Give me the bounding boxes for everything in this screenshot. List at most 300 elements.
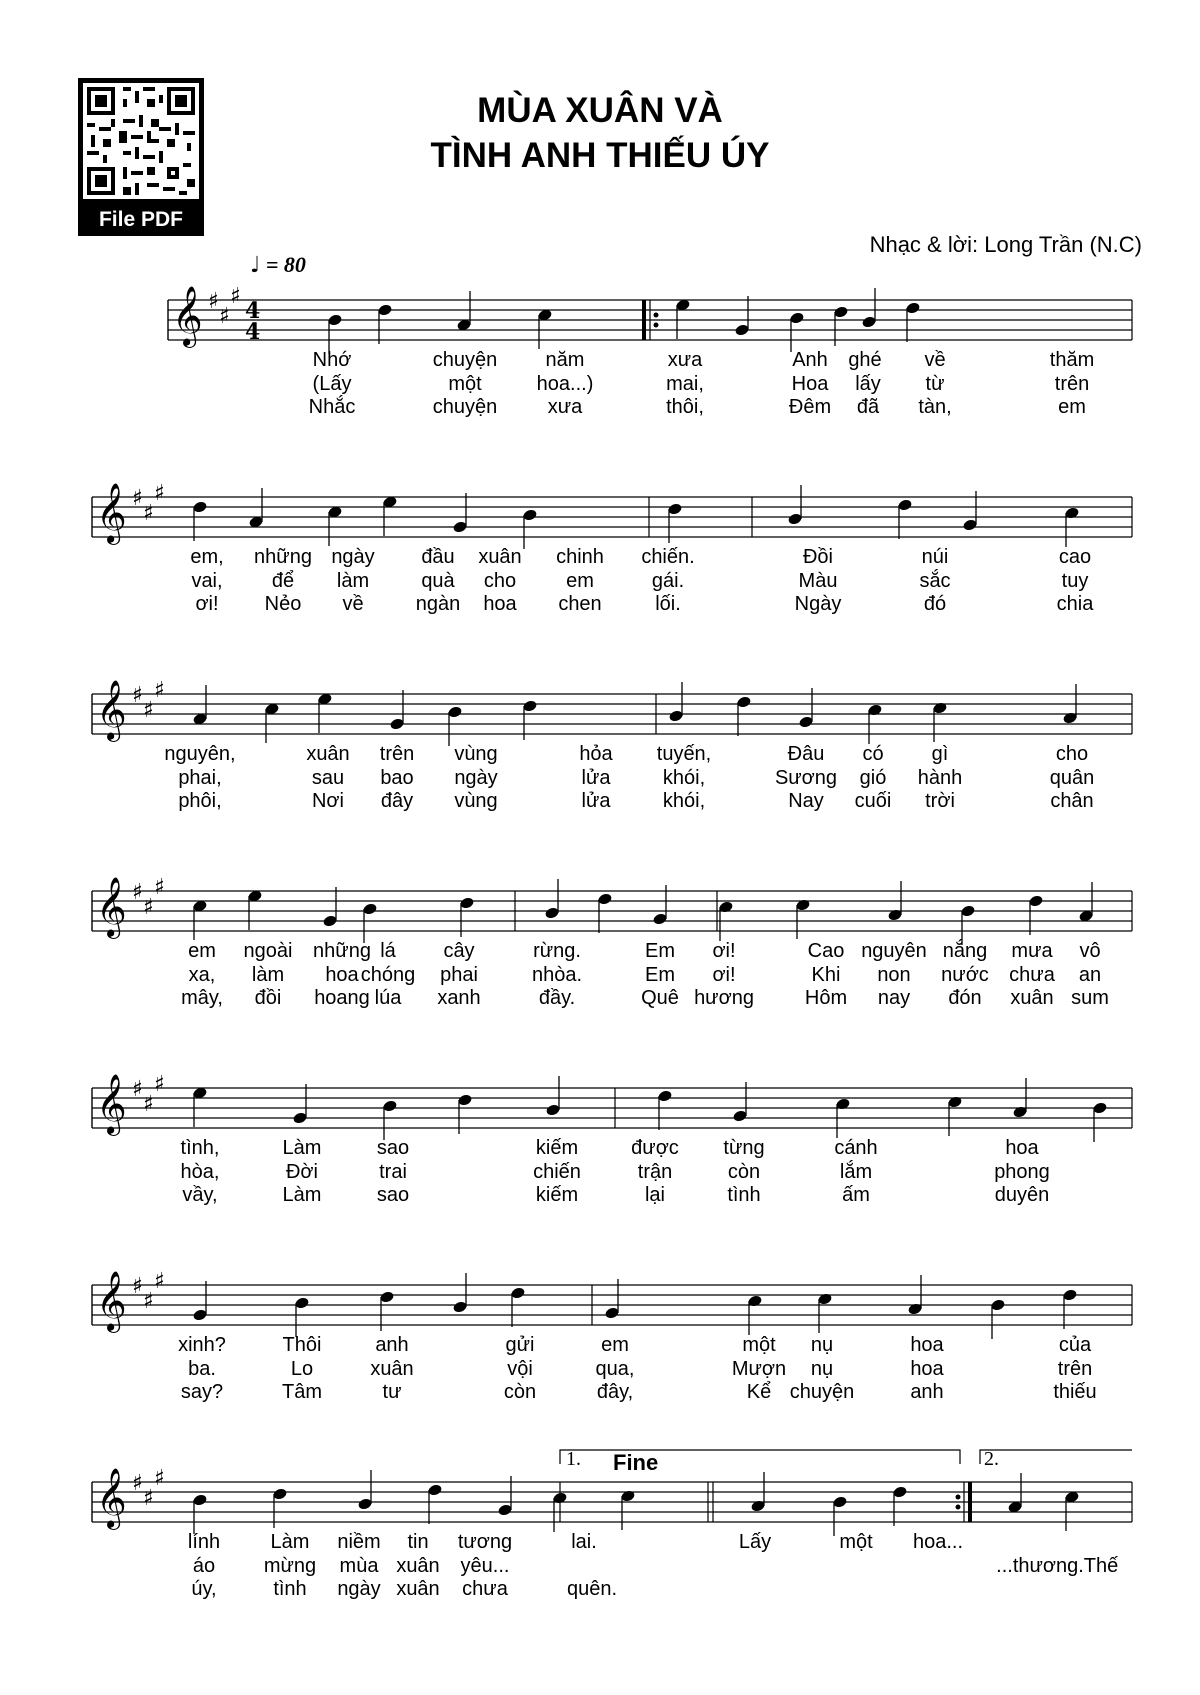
note	[789, 311, 804, 352]
lyric-syllable: xuân	[306, 743, 350, 765]
note	[544, 879, 559, 920]
note	[456, 291, 471, 332]
key-sharp-icon: ♯	[143, 501, 154, 526]
lyric-syllable: chóng	[360, 963, 416, 986]
volta-bracket-2	[980, 1450, 1132, 1464]
staff	[0, 260, 1200, 380]
lyric-syllable: về	[342, 593, 364, 615]
lyric-syllable: chưa	[1009, 963, 1055, 986]
lyric-syllable: ơi!	[712, 963, 736, 986]
composer-credit: Nhạc & lời: Long Trần (N.C)	[869, 232, 1142, 257]
lyric-syllable: nụ	[810, 1334, 834, 1356]
lyric-syllable: áo	[192, 1554, 216, 1577]
note	[317, 692, 332, 733]
lyric-syllable: đầu	[421, 546, 455, 568]
lyric-syllable: rừng.	[533, 940, 581, 962]
note	[192, 899, 207, 940]
lyric-syllable: anh	[375, 1334, 409, 1356]
lyric-syllable: phong	[994, 1160, 1050, 1183]
lyric-syllable: Ngày	[794, 593, 842, 615]
lyric-syllable: lửa	[581, 790, 611, 812]
lyric-syllable: một	[448, 372, 482, 395]
lyric-syllable: hoa	[325, 963, 359, 986]
lyric-syllable: hoa	[1005, 1137, 1039, 1159]
lyric-syllable: những	[254, 546, 312, 568]
lyric-syllable: cuối	[854, 790, 892, 812]
lyric-syllable: hoa...	[912, 1531, 964, 1553]
lyric-syllable: trời	[925, 790, 955, 812]
lyric-syllable: ơi!	[195, 593, 219, 615]
lyric-syllable: bao	[380, 766, 414, 789]
lyric-syllable: chiến.	[641, 546, 695, 568]
lyric-syllable: Kể	[746, 1381, 772, 1403]
lyric-syllable: vầy,	[182, 1184, 218, 1206]
lyric-syllable: đón	[948, 987, 982, 1009]
lyric-syllable: Cao	[807, 940, 845, 962]
key-sharp-icon: ♯	[143, 1092, 154, 1117]
lyric-syllable: trận	[637, 1160, 673, 1183]
note	[248, 488, 263, 529]
lyric-syllable: em	[188, 940, 216, 962]
lyric-syllable: Thế	[1083, 1554, 1119, 1577]
lyric-syllable: ấm	[842, 1184, 870, 1206]
lyric-syllable: vai,	[191, 569, 223, 592]
lyric-syllable: mùa	[339, 1554, 379, 1577]
note	[522, 508, 537, 549]
note	[327, 505, 342, 546]
lyric-syllable: nay	[877, 987, 911, 1009]
fine-marking: Fine	[613, 1450, 659, 1475]
key-sharp-icon: ♯	[143, 698, 154, 723]
lyric-syllable: tuyến,	[656, 743, 712, 765]
treble-clef-icon: 𝄞	[96, 1074, 127, 1134]
note	[1064, 1490, 1079, 1531]
lyric-syllable: say?	[180, 1381, 224, 1403]
lyric-syllable: nụ	[810, 1357, 834, 1380]
note	[932, 701, 947, 742]
lyric-syllable: Quê	[641, 987, 679, 1009]
lyric-syllable: cho	[483, 569, 517, 592]
time-signature-top: 4	[245, 298, 261, 324]
lyric-syllable: quà	[421, 569, 455, 592]
lyric-syllable: em	[601, 1334, 629, 1356]
staff-system	[0, 1048, 1200, 1238]
lyric-syllable: phai,	[178, 766, 222, 789]
lyric-syllable: để	[271, 569, 295, 592]
lyric-syllable: Nhắc	[308, 396, 356, 418]
lyric-syllable: trên	[1054, 372, 1090, 395]
lyric-syllable: sao	[376, 1184, 410, 1206]
qr-label: File PDF	[98, 208, 183, 231]
lyric-syllable: tàn,	[918, 396, 952, 418]
quarter-note-icon: ♩	[250, 253, 261, 278]
key-sharp-icon: ♯	[143, 895, 154, 920]
note	[264, 702, 279, 743]
note	[292, 1084, 307, 1125]
repeat-dot	[956, 1505, 961, 1510]
note	[192, 1086, 207, 1127]
lyric-syllable: nhòa.	[531, 963, 583, 986]
note	[795, 898, 810, 939]
lyric-syllable: xuân	[396, 1554, 440, 1577]
lyric-syllable: đây	[380, 790, 414, 812]
lyric-syllable: còn	[727, 1160, 761, 1183]
repeat-dot	[654, 323, 659, 328]
lyric-syllable: (Lấy	[312, 372, 352, 395]
note	[192, 685, 207, 726]
note	[357, 1470, 372, 1511]
lyric-syllable: xinh?	[178, 1334, 226, 1356]
lyric-syllable: hoa	[910, 1357, 944, 1380]
staff	[0, 1442, 1200, 1562]
lyric-syllable: có	[862, 743, 884, 765]
note	[452, 493, 467, 534]
title-line-2: TÌNH ANH THIẾU ÚY	[430, 136, 770, 175]
lyric-syllable: ngày	[331, 546, 375, 568]
lyric-syllable: nước	[941, 963, 989, 986]
note	[897, 498, 912, 539]
note	[990, 1298, 1005, 1339]
lyric-syllable: Làm	[270, 1531, 310, 1553]
lyric-syllable: Mượn	[731, 1357, 787, 1380]
note	[192, 1493, 207, 1534]
lyric-syllable: Hoa	[791, 372, 829, 395]
note	[668, 682, 683, 723]
lyric-syllable: lại	[644, 1184, 666, 1206]
note	[1062, 1288, 1077, 1329]
lyric-syllable: Đời	[285, 1160, 319, 1183]
key-sharp-icon: ♯	[154, 481, 165, 506]
staff-system	[0, 851, 1200, 1041]
lyric-syllable: Em	[645, 963, 675, 986]
lyric-syllable: đó	[923, 593, 947, 615]
lyric-syllable: Màu	[798, 569, 838, 592]
lyric-syllable: vùng	[454, 790, 498, 812]
lyric-syllable: anh	[910, 1381, 944, 1403]
staff-system	[0, 1442, 1200, 1632]
note	[537, 308, 552, 349]
key-sharp-icon: ♯	[132, 880, 143, 905]
lyric-syllable: non	[877, 963, 911, 986]
lyric-syllable: cho	[1055, 743, 1089, 765]
lyric-syllable: kiếm	[535, 1137, 579, 1159]
treble-clef-icon: 𝄞	[96, 1468, 127, 1528]
note	[787, 485, 802, 526]
note	[657, 1089, 672, 1130]
lyric-syllable: tư	[382, 1381, 402, 1403]
note	[382, 495, 397, 536]
note	[1092, 1101, 1107, 1142]
lyric-syllable: tuy	[1061, 569, 1089, 592]
key-sharp-icon: ♯	[132, 1274, 143, 1299]
lyric-syllable: chân	[1050, 790, 1094, 812]
lyric-syllable: yêu...	[460, 1554, 510, 1577]
key-sharp-icon: ♯	[132, 1077, 143, 1102]
lyric-syllable: lính	[187, 1531, 221, 1553]
lyric-syllable: mưa	[1011, 940, 1053, 962]
lyric-syllable: xanh	[437, 987, 481, 1009]
lyric-syllable: đã	[856, 396, 880, 418]
note	[389, 690, 404, 731]
lyric-syllable: xuân	[396, 1578, 440, 1600]
lyric-syllable: hoa	[483, 593, 517, 615]
lyric-syllable: tình	[727, 1184, 761, 1206]
lyric-syllable: chuyện	[432, 349, 498, 371]
lyric-syllable: duyên	[994, 1184, 1050, 1206]
lyric-syllable: đồi	[254, 987, 282, 1009]
lyric-syllable: quân	[1049, 766, 1095, 789]
lyric-syllable: Làm	[282, 1184, 322, 1206]
lyric-syllable: nắng	[942, 940, 988, 962]
lyric-syllable: sắc	[919, 569, 951, 592]
lyric-syllable: lối.	[655, 593, 681, 615]
lyric-syllable: Sương	[774, 766, 838, 789]
treble-clef-icon: 𝄞	[96, 483, 127, 543]
lyric-syllable: ngày	[454, 766, 498, 789]
lyric-syllable: xưa	[547, 396, 583, 418]
repeat-start-barline	[642, 300, 646, 340]
lyric-syllable: lai.	[571, 1531, 597, 1553]
lyric-syllable: hoang	[314, 987, 370, 1009]
staff-system	[0, 654, 1200, 844]
lyric-syllable: Em	[645, 940, 675, 962]
lyric-syllable: đầy.	[538, 987, 576, 1009]
lyric-syllable: lúa	[374, 987, 402, 1009]
lyric-syllable: em	[1058, 396, 1086, 418]
lyric-syllable: gió	[859, 766, 887, 789]
lyric-syllable: từng	[723, 1137, 765, 1159]
lyric-syllable: vô	[1079, 940, 1101, 962]
lyric-syllable: chưa	[462, 1578, 508, 1600]
lyric-syllable: phôi,	[178, 790, 222, 812]
lyric-syllable: xuân	[370, 1357, 414, 1380]
lyric-syllable: ơi!	[712, 940, 736, 962]
lyric-syllable: năm	[545, 349, 585, 371]
lyric-syllable: sao	[376, 1137, 410, 1159]
lyric-syllable: trên	[1057, 1357, 1093, 1380]
note	[294, 1296, 309, 1337]
note	[247, 889, 262, 930]
lyric-syllable: Đồi	[802, 546, 834, 568]
lyric-syllable: chinh	[556, 546, 604, 568]
note	[1028, 894, 1043, 935]
note	[620, 1489, 635, 1530]
lyric-syllable: chuyện	[789, 1381, 855, 1403]
lyric-syllable: làm	[336, 569, 370, 592]
lyric-syllable: sau	[311, 766, 345, 789]
lyric-syllable: mai,	[666, 372, 704, 395]
note	[545, 1076, 560, 1117]
lyric-syllable: gái.	[651, 569, 685, 592]
note	[905, 301, 920, 342]
lyric-syllable: cánh	[834, 1137, 878, 1159]
key-sharp-icon: ♯	[230, 284, 241, 309]
note	[675, 298, 690, 339]
lyric-syllable: khói,	[662, 766, 706, 789]
lyric-syllable: Lấy	[738, 1531, 772, 1553]
note	[1078, 882, 1093, 923]
repeat-dot	[654, 313, 659, 318]
lyric-syllable: em	[566, 569, 594, 592]
lyric-syllable: đây,	[596, 1381, 634, 1403]
lyric-syllable: Nhớ	[312, 349, 352, 371]
lyric-syllable: xưa	[667, 349, 703, 371]
lyric-syllable: ngàn	[415, 593, 461, 615]
treble-clef-icon: 𝄞	[172, 286, 203, 346]
staff-system	[0, 1245, 1200, 1435]
lyric-syllable: úy,	[191, 1578, 217, 1600]
lyric-syllable: lắm	[839, 1160, 873, 1183]
lyric-syllable: tình,	[180, 1137, 220, 1159]
volta-2-label: 2.	[984, 1448, 999, 1470]
lyric-syllable: cây	[443, 940, 475, 962]
note	[377, 303, 392, 344]
lyric-syllable: tương	[457, 1531, 513, 1553]
lyric-syllable: Nay	[788, 790, 824, 812]
lyric-syllable: hành	[917, 766, 963, 789]
note	[510, 1286, 525, 1327]
lyric-syllable: niềm	[337, 1531, 381, 1553]
lyric-syllable: gửi	[505, 1334, 535, 1356]
note	[447, 705, 462, 746]
note	[597, 892, 612, 933]
lyric-syllable: hương	[694, 987, 754, 1009]
lyric-syllable: còn	[503, 1381, 537, 1403]
note	[892, 1485, 907, 1526]
lyric-syllable: trai	[379, 1160, 407, 1183]
lyric-syllable: hoa...)	[536, 372, 594, 395]
lyric-syllable: sum	[1071, 987, 1109, 1009]
note	[1007, 1473, 1022, 1514]
lyric-syllable: thăm	[1049, 349, 1095, 371]
staff-system	[0, 457, 1200, 647]
lyric-syllable: nguyên,	[164, 743, 236, 765]
lyric-syllable: mừng	[263, 1554, 317, 1577]
lyric-syllable: Nơi	[311, 790, 345, 812]
note	[861, 288, 876, 329]
lyric-syllable: vội	[507, 1357, 533, 1380]
note	[427, 1483, 442, 1524]
title-line-1: MÙA XUÂN VÀ	[477, 91, 723, 130]
treble-clef-icon: 𝄞	[96, 877, 127, 937]
lyric-syllable: quên.	[566, 1578, 618, 1600]
lyric-syllable: ngày	[337, 1578, 381, 1600]
lyric-syllable: núi	[921, 546, 949, 568]
lyric-syllable: làm	[251, 963, 285, 986]
lyric-syllable: ngoài	[243, 940, 293, 962]
key-sharp-icon: ♯	[143, 1486, 154, 1511]
lyric-syllable: một	[839, 1531, 873, 1553]
lyric-syllable: hòa,	[180, 1160, 220, 1183]
lyric-syllable: tình	[273, 1578, 307, 1600]
lyric-syllable: thôi,	[666, 396, 704, 418]
lyric-syllable: lửa	[581, 766, 611, 789]
treble-clef-icon: 𝄞	[96, 1271, 127, 1331]
lyric-syllable: Đêm	[788, 396, 832, 418]
treble-clef-icon: 𝄞	[96, 680, 127, 740]
note	[192, 500, 207, 541]
lyric-syllable: những	[313, 940, 371, 962]
lyric-syllable: kiếm	[535, 1184, 579, 1206]
note	[362, 902, 377, 943]
lyric-syllable: một	[742, 1334, 776, 1356]
key-sharp-icon: ♯	[132, 683, 143, 708]
lyric-syllable: qua,	[595, 1357, 635, 1380]
lyric-syllable: Hôm	[804, 987, 848, 1009]
lyric-syllable: ...thương.	[996, 1554, 1084, 1577]
note	[736, 695, 751, 736]
lyric-syllable: khói,	[662, 790, 706, 812]
lyric-syllable: của	[1058, 1334, 1092, 1356]
volta-1-label: 1.	[566, 1448, 581, 1470]
key-sharp-icon: ♯	[154, 1269, 165, 1294]
staff-system	[0, 260, 1200, 450]
key-sharp-icon: ♯	[154, 1072, 165, 1097]
lyric-syllable: Làm	[282, 1137, 322, 1159]
key-sharp-icon: ♯	[219, 304, 230, 329]
lyric-syllable: mây,	[181, 987, 223, 1009]
lyric-syllable: về	[924, 349, 946, 371]
key-sharp-icon: ♯	[143, 1289, 154, 1314]
lyric-syllable: hoa	[910, 1334, 944, 1356]
lyric-syllable: tin	[407, 1531, 429, 1553]
lyric-syllable: lấy	[855, 372, 881, 395]
note	[322, 887, 337, 928]
note	[947, 1095, 962, 1136]
lyric-syllable: lá	[380, 940, 396, 962]
note	[192, 1281, 207, 1322]
lyric-syllable: hỏa	[579, 743, 613, 765]
lyric-syllable: Tâm	[282, 1381, 322, 1403]
lyric-syllable: được	[631, 1137, 679, 1159]
tempo-value: = 80	[265, 252, 306, 277]
lyric-syllable: thiếu	[1053, 1381, 1097, 1403]
song-title	[0, 88, 1200, 178]
key-sharp-icon: ♯	[154, 1466, 165, 1491]
note	[734, 296, 749, 337]
lyric-syllable: vùng	[454, 743, 498, 765]
time-signature-bottom: 4	[245, 319, 261, 345]
lyric-syllable: xa,	[188, 963, 216, 986]
key-sharp-icon: ♯	[208, 289, 219, 314]
lyric-syllable: trên	[379, 743, 415, 765]
lyric-syllable: chen	[558, 593, 602, 615]
lyric-syllable: Nẻo	[264, 593, 302, 615]
repeat-end-barline	[968, 1482, 972, 1522]
key-sharp-icon: ♯	[132, 1471, 143, 1496]
lyric-syllable: Thôi	[282, 1334, 322, 1356]
lyric-syllable: Khi	[811, 963, 841, 986]
lyric-syllable: chiến	[533, 1160, 581, 1183]
lyric-syllable: gì	[931, 743, 949, 765]
lyric-syllable: phai	[440, 963, 478, 986]
lyric-syllable: ghé	[848, 349, 882, 371]
note	[382, 1099, 397, 1140]
note	[452, 1273, 467, 1314]
lyric-syllable: an	[1078, 963, 1102, 986]
lyric-syllable: ba.	[188, 1357, 216, 1380]
lyric-syllable: chia	[1056, 593, 1094, 615]
lyric-syllable: xuân	[478, 546, 522, 568]
lyric-syllable: Anh	[792, 349, 828, 371]
key-sharp-icon: ♯	[132, 486, 143, 511]
repeat-dot	[956, 1495, 961, 1500]
lyric-syllable: Đâu	[787, 743, 825, 765]
lyric-syllable: từ	[925, 372, 945, 395]
lyric-syllable: nguyên	[861, 940, 927, 962]
key-sharp-icon: ♯	[154, 678, 165, 703]
note	[817, 1292, 832, 1333]
